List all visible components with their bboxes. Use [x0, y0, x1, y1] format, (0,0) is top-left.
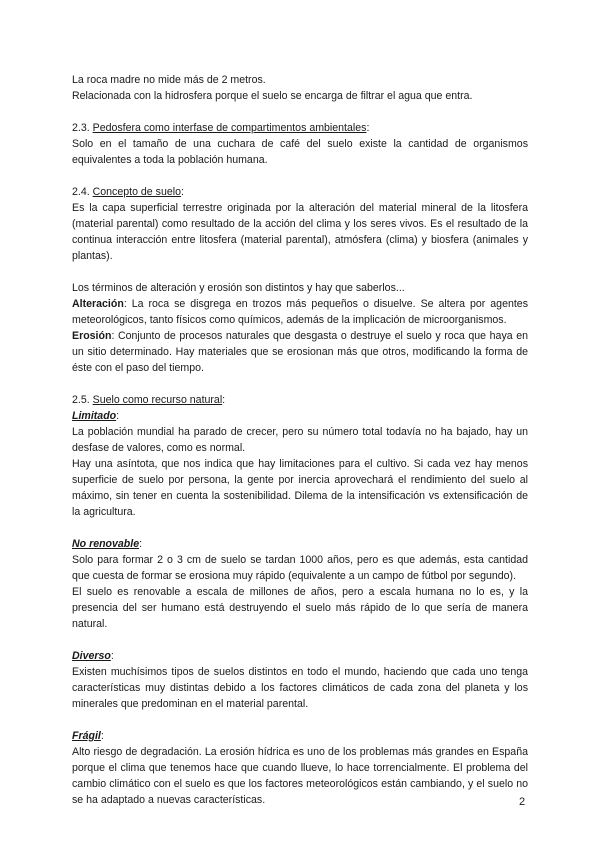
- section-2-4-text: Es la capa superficial terrestre originada por la alteración del material mineral de la litosfera (material parental) como resultado de la acción del clima y los seres vivos. Es el resultado de la continua interacción entre litosfera (material parental), atmósfera (clima) y biosfera (animales y plantas).: [72, 202, 528, 262]
- fragil-paragraph: Alto riesgo de degradación. La erosión hídrica es uno de los problemas más grandes en España porque el clima que tenemos hace que cuando llueve, lo hace torrencialmente. El problema del cambio climático con el suelo es que los factores meteorológicos están cambiando, y el suelo no se ha adaptado a nuevas características.: [72, 746, 528, 806]
- limitado-paragraph-2: Hay una asíntota, que nos indica que hay limitaciones para el cultivo. Si cada vez hay menos superficie de suelo por persona, la gente por inercia aprovechará el rendimiento del suelo al máximo, sin tener en cuenta la sostenibilidad. Dilema de la intensificación vs extensificación de la agricultura.: [72, 458, 528, 518]
- erosion-text: : Conjunto de procesos naturales que desgasta o destruye el suelo y roca que haya en un sitio determinado. Hay materiales que se erosionan más que otros, modificando la forma de éste con el paso del tiempo.: [72, 330, 528, 374]
- page-number: 2: [519, 796, 526, 808]
- diverso-colon: :: [110, 650, 114, 662]
- document-page: [72, 72, 528, 824]
- section-2-4: [72, 184, 528, 264]
- no-renovable-paragraph-2: El suelo es renovable a escala de millones de años, pero a escala humana no lo es, y la presencia del ser humano está destruyendo el suelo más rápido de lo que sería de manera natural.: [72, 586, 528, 630]
- alteracion-text: : La roca se disgrega en trozos más pequeños o disuelve. Se altera por agentes meteorológicos, tanto físicos como químicos, además de la implicación de microorganismos.: [72, 298, 528, 326]
- section-2-3-number: 2.3.: [72, 122, 93, 134]
- terms-intro: Los términos de alteración y erosión son distintos y hay que saberlos...: [72, 282, 405, 294]
- no-renovable-block: [72, 536, 528, 632]
- no-renovable-colon: :: [139, 538, 143, 550]
- fragil-heading: [72, 728, 528, 744]
- diverso-label: Diverso: [72, 650, 111, 662]
- erosion-label: Erosión: [72, 330, 112, 342]
- section-2-4-title: Concepto de suelo: [92, 186, 181, 198]
- section-2-4-colon: :: [180, 186, 184, 198]
- section-2-5-heading: [72, 392, 528, 408]
- section-2-5-title: Suelo como recurso natural: [92, 394, 223, 406]
- diverso-heading: [72, 648, 528, 664]
- limitado-colon: :: [116, 410, 120, 422]
- intro-block: [72, 72, 528, 104]
- limitado-label: Limitado: [72, 410, 117, 422]
- section-2-5-limitado: [72, 392, 528, 520]
- section-2-5-number: 2.5.: [72, 394, 93, 406]
- section-2-3-heading: [72, 120, 528, 136]
- section-2-3: [72, 120, 528, 168]
- intro-line-1: La roca madre no mide más de 2 metros.: [72, 74, 266, 86]
- limitado-paragraph-1: La población mundial ha parado de crecer, pero su número total todavía no ha bajado, hay un desfase de valores, como es normal.: [72, 426, 528, 454]
- section-2-3-colon: :: [366, 122, 370, 134]
- fragil-block: [72, 728, 528, 808]
- no-renovable-heading: [72, 536, 528, 552]
- alteracion-paragraph: [72, 296, 528, 328]
- erosion-paragraph: [72, 328, 528, 376]
- no-renovable-label: No renovable: [72, 538, 140, 550]
- section-2-3-text: Solo en el tamaño de una cuchara de café del suelo existe la cantidad de organismos equivalentes a toda la población humana.: [72, 138, 528, 166]
- terms-block: [72, 280, 528, 376]
- diverso-block: [72, 648, 528, 712]
- fragil-colon: :: [100, 730, 104, 742]
- limitado-heading: [72, 408, 528, 424]
- intro-line-2: Relacionada con la hidrosfera porque el suelo se encarga de filtrar el agua que entra.: [72, 90, 473, 102]
- section-2-4-number: 2.4.: [72, 186, 93, 198]
- section-2-5-colon: :: [222, 394, 226, 406]
- section-2-3-title: Pedosfera como interfase de compartimentos ambientales: [92, 122, 367, 134]
- alteracion-label: Alteración: [72, 298, 124, 310]
- no-renovable-paragraph-1: Solo para formar 2 o 3 cm de suelo se tardan 1000 años, pero es que además, esta cantidad que cuesta de formar se erosiona muy rápido (equivalente a un campo de fútbol por segundo).: [72, 554, 528, 582]
- fragil-label: Frágil: [72, 730, 101, 742]
- diverso-paragraph: Existen muchísimos tipos de suelos distintos en todo el mundo, haciendo que cada uno tenga características muy distintas debido a los factores climáticos de cada zona del planeta y los minerales que predominan en el material parental.: [72, 666, 528, 710]
- section-2-4-heading: [72, 184, 528, 200]
